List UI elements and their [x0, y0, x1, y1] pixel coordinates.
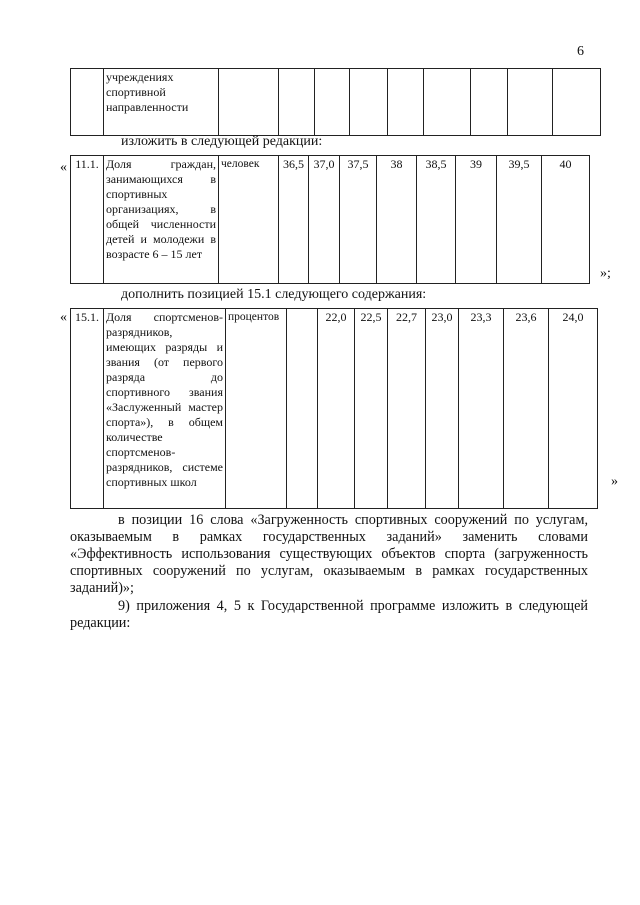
table-row-11-1 — [70, 155, 590, 284]
paragraph: 9) приложения 4, 5 к Государственной программе изложить в следующей редакции: — [70, 598, 588, 631]
row-value: 39 — [456, 156, 497, 284]
instruction-text: дополнить позицией 15.1 следующего содержания: — [121, 287, 427, 302]
open-quote: « — [60, 160, 67, 175]
row-number: 11.1. — [71, 156, 104, 284]
close-quote: »; — [600, 266, 611, 281]
table-cell-label: учреждениях спортивной направленности — [104, 69, 219, 136]
row-value: 36,5 — [279, 156, 309, 284]
table-cell — [388, 69, 424, 136]
row-unit: человек — [219, 156, 279, 284]
row-unit: процентов — [226, 309, 287, 509]
row-value: 38 — [377, 156, 417, 284]
row-number: 15.1. — [71, 309, 104, 509]
row-value: 22,5 — [355, 309, 388, 509]
row-value — [287, 309, 318, 509]
row-value: 24,0 — [549, 309, 598, 509]
instruction-text: изложить в следующей редакции: — [121, 134, 323, 149]
table-cell — [471, 69, 508, 136]
row-value: 22,0 — [318, 309, 355, 509]
row-value: 39,5 — [497, 156, 542, 284]
table-cell — [279, 69, 315, 136]
table-row-15-1 — [70, 308, 598, 509]
open-quote: « — [60, 310, 67, 325]
row-label: Доля граждан, занимающихся в спортивных организациях, в общей численности детей и молодежи в возрасте 6 – 15 лет — [104, 156, 219, 284]
row-value: 40 — [542, 156, 590, 284]
table-cell — [71, 69, 104, 136]
row-value: 23,6 — [504, 309, 549, 509]
page-number: 6 — [577, 44, 584, 59]
row-value: 22,7 — [388, 309, 426, 509]
row-value: 23,0 — [426, 309, 459, 509]
table-cell — [350, 69, 388, 136]
row-value: 37,0 — [309, 156, 340, 284]
row-value: 38,5 — [417, 156, 456, 284]
row-label: Доля спортсменов-разрядников, имеющих разряды и звания (от первого разряда до спортивного звания «Заслуженный мастер спорта»), в общем количестве спортсменов-разрядников, системе спортивных школ — [104, 309, 226, 509]
table-cell — [508, 69, 553, 136]
row-value: 23,3 — [459, 309, 504, 509]
table-cell — [219, 69, 279, 136]
row-value: 37,5 — [340, 156, 377, 284]
close-quote: » — [611, 474, 618, 489]
table-cell — [553, 69, 601, 136]
table-cell — [424, 69, 471, 136]
table-cell — [315, 69, 350, 136]
table-fragment-top — [70, 68, 601, 136]
paragraph: в позиции 16 слова «Загруженность спортивных сооружений по услугам, оказываемым в рамках государственных заданий» заменить словами «Эффективность использования существующих объектов спорта (загруженность спортивных сооружений по услугам, оказываемым в рамках государственных заданий)»; — [70, 512, 588, 596]
